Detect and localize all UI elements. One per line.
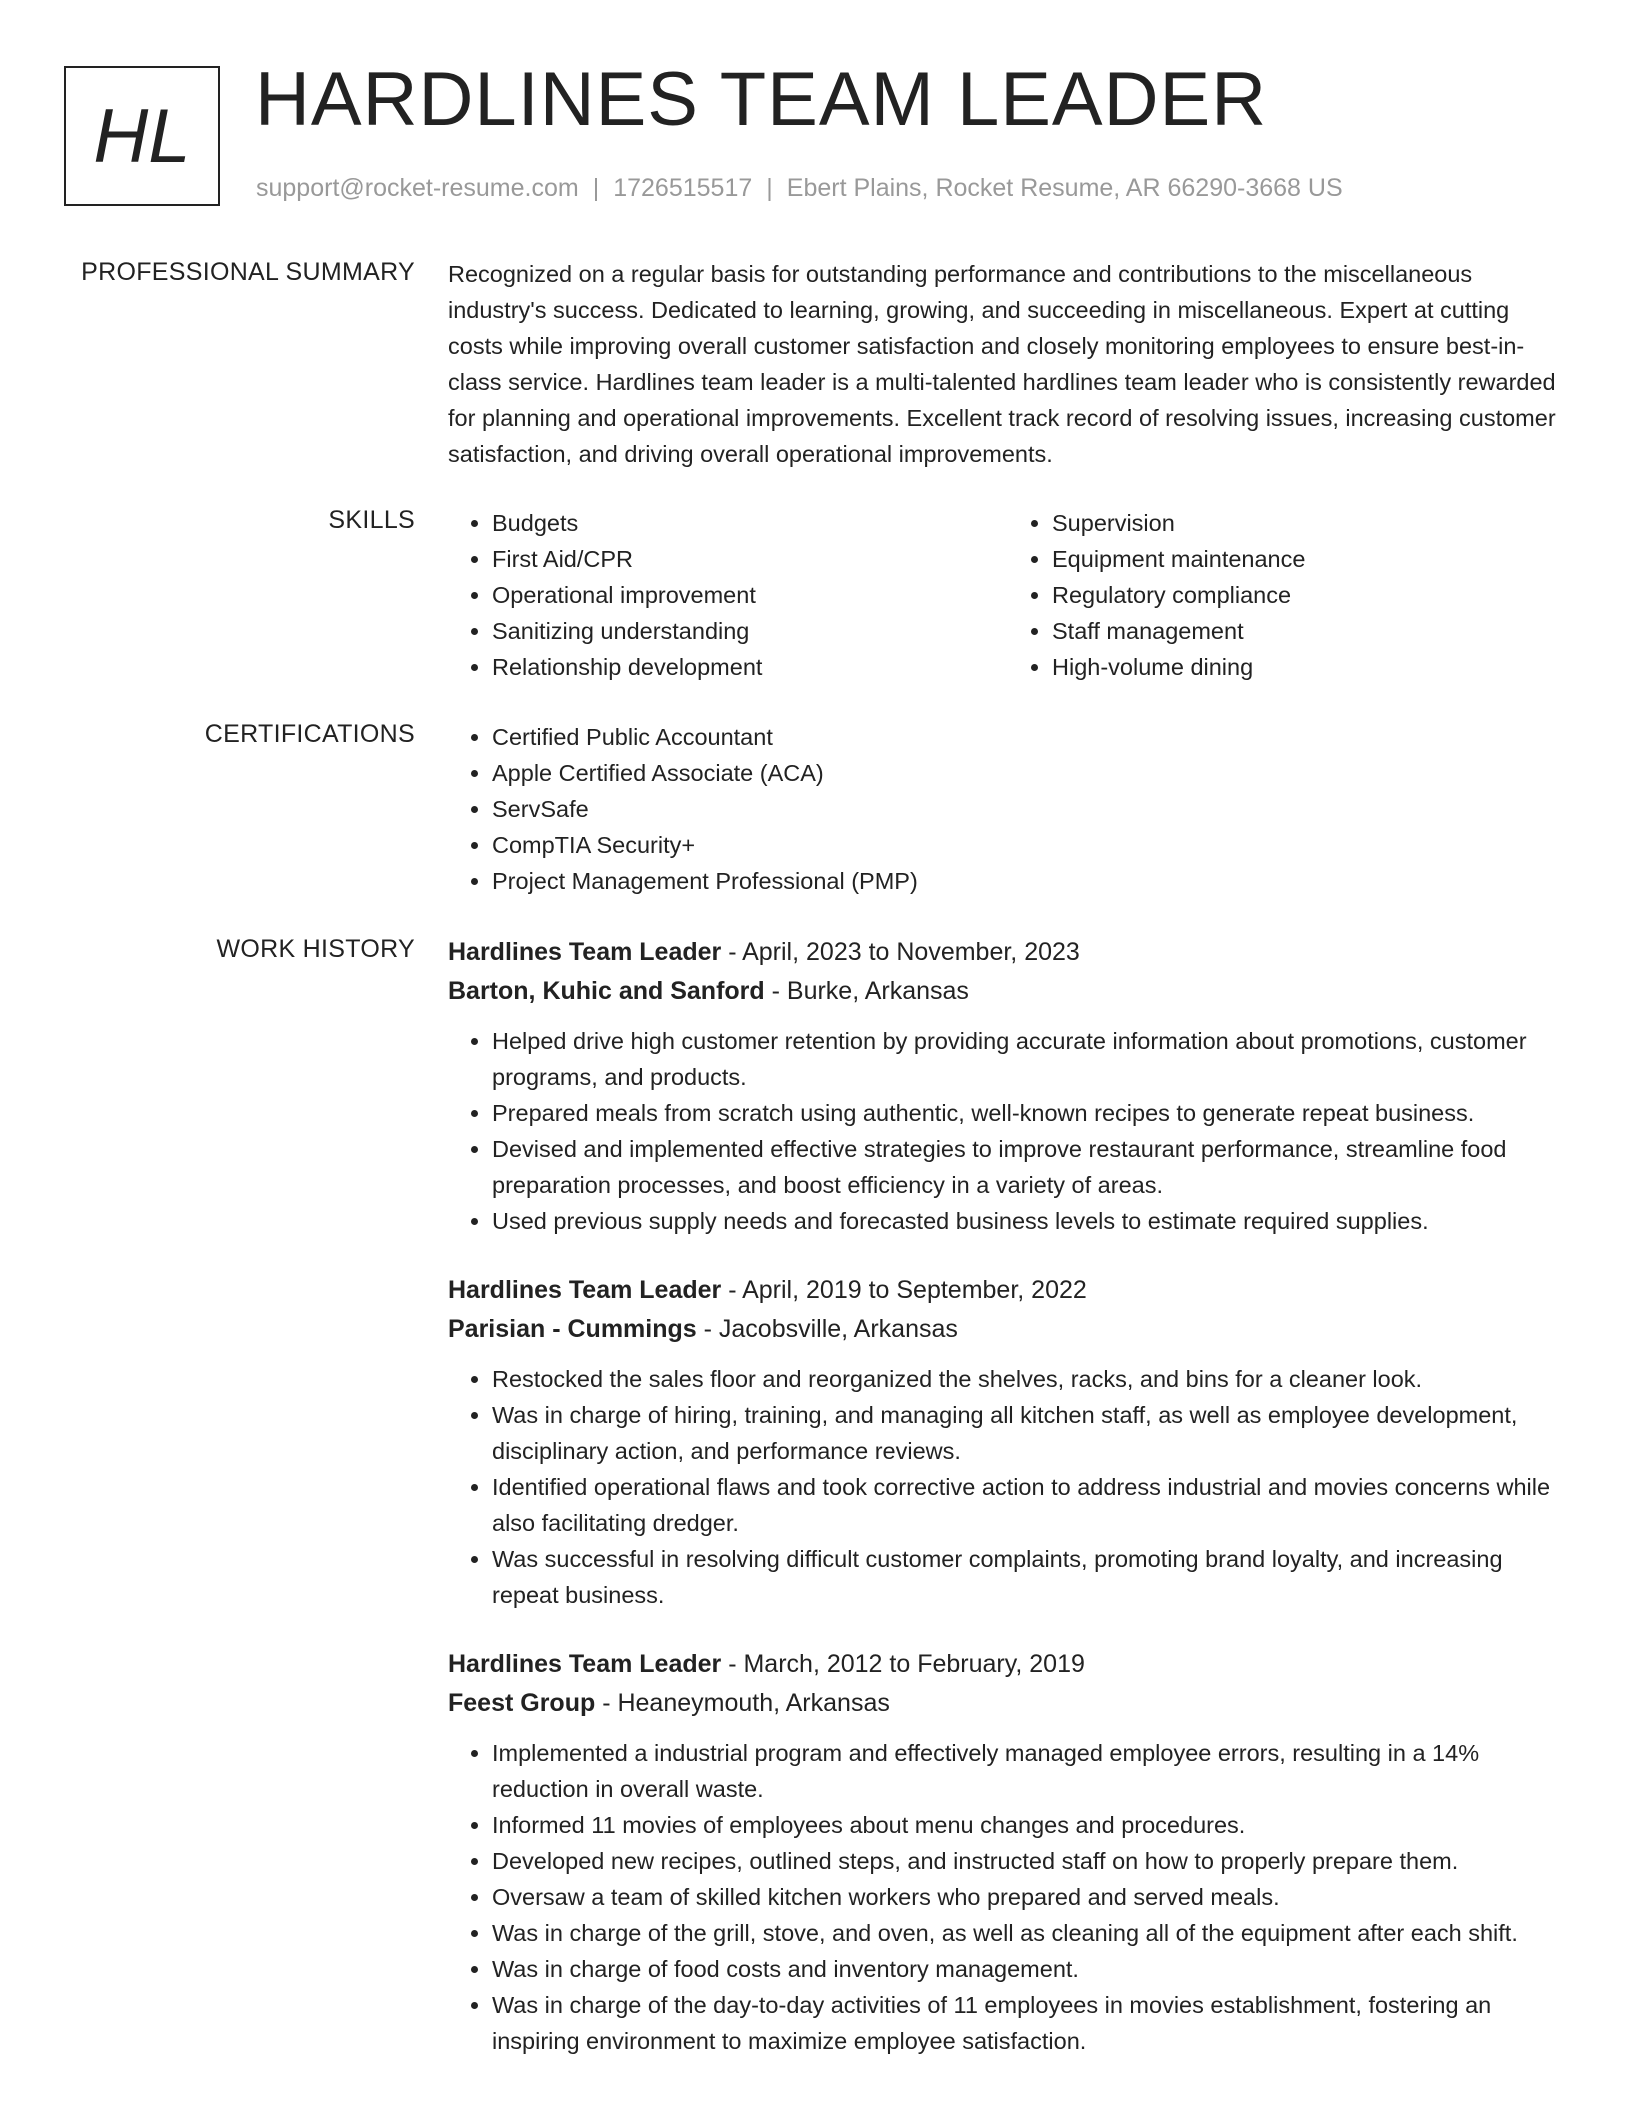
job-bullet: • Developed new recipes, outlined steps, and instructed staff on how to properly prepare them.	[492, 1843, 1568, 1879]
job-company: Feest Group	[448, 1689, 596, 1717]
job-company: Barton, Kuhic and Sanford	[448, 977, 765, 1005]
job-company-line	[448, 1684, 1568, 1723]
skill-item: • Equipment maintenance	[1052, 541, 1568, 577]
job-title: Hardlines Team Leader	[448, 1276, 722, 1304]
job-bullet: • Was in charge of the grill, stove, and oven, as well as cleaning all of the equipment after each shift.	[492, 1915, 1568, 1951]
job-bullet: • Devised and implemented effective strategies to improve restaurant performance, streamline food preparation processes, and boost efficiency in a variety of areas.	[492, 1131, 1568, 1203]
skill-item: • Operational improvement	[492, 577, 1008, 613]
job-dates: - April, 2019 to September, 2022	[721, 1276, 1087, 1304]
job-location: - Burke, Arkansas	[764, 977, 969, 1005]
monogram-logo: HL	[64, 66, 220, 206]
skill-item: • Regulatory compliance	[1052, 577, 1568, 613]
contact-separator: |	[766, 174, 773, 202]
job-company-line	[448, 972, 1568, 1011]
skill-item: • First Aid/CPR	[492, 541, 1008, 577]
certification-item: • ServSafe	[492, 791, 1568, 827]
summary-heading: PROFESSIONAL SUMMARY	[81, 258, 415, 286]
certification-item: • Certified Public Accountant	[492, 719, 1568, 755]
job-title: Hardlines Team Leader	[448, 938, 722, 966]
job-dates: - April, 2023 to November, 2023	[721, 938, 1080, 966]
skill-item: • Sanitizing understanding	[492, 613, 1008, 649]
job-bullets	[448, 1023, 1568, 1239]
certifications-heading: CERTIFICATIONS	[204, 720, 415, 748]
job-company-line	[448, 1310, 1568, 1349]
contact-address: Ebert Plains, Rocket Resume, AR 66290-3668 US	[786, 174, 1343, 202]
job-location: - Heaneymouth, Arkansas	[595, 1689, 890, 1717]
resume-name: HARDLINES TEAM LEADER	[255, 57, 1268, 142]
job-location: - Jacobsville, Arkansas	[696, 1315, 958, 1343]
skill-item: • Budgets	[492, 505, 1008, 541]
certification-item: • CompTIA Security+	[492, 827, 1568, 863]
skills-heading: SKILLS	[328, 506, 415, 534]
certifications-list	[448, 719, 1568, 899]
job-bullet: • Was in charge of the day-to-day activities of 11 employees in movies establishment, fostering an inspiring environment to maximize employee satisfaction.	[492, 1987, 1568, 2059]
job-title: Hardlines Team Leader	[448, 1650, 722, 1678]
job-title-line	[448, 1645, 1568, 1684]
job-entry	[448, 1645, 1568, 2059]
job-title-line	[448, 1271, 1568, 1310]
skill-item: • Staff management	[1052, 613, 1568, 649]
job-bullet: • Informed 11 movies of employees about menu changes and procedures.	[492, 1807, 1568, 1843]
certification-item: • Apple Certified Associate (ACA)	[492, 755, 1568, 791]
contact-line	[256, 174, 1343, 203]
contact-phone: 1726515517	[613, 174, 753, 202]
job-entry	[448, 933, 1568, 1239]
job-bullet: • Was in charge of hiring, training, and managing all kitchen staff, as well as employee development, disciplinary action, and performance reviews.	[492, 1397, 1568, 1469]
job-bullet: • Prepared meals from scratch using authentic, well-known recipes to generate repeat business.	[492, 1095, 1568, 1131]
job-bullet: • Was in charge of food costs and inventory management.	[492, 1951, 1568, 1987]
contact-email: support@rocket-resume.com	[256, 174, 579, 202]
skill-item: • High-volume dining	[1052, 649, 1568, 685]
job-bullet: • Was successful in resolving difficult customer complaints, promoting brand loyalty, and increasing repeat business.	[492, 1541, 1568, 1613]
job-dates: - March, 2012 to February, 2019	[721, 1650, 1085, 1678]
job-bullet: • Identified operational flaws and took corrective action to address industrial and movies concerns while also facilitating dredger.	[492, 1469, 1568, 1541]
job-company: Parisian - Cummings	[448, 1315, 697, 1343]
job-bullet: • Oversaw a team of skilled kitchen workers who prepared and served meals.	[492, 1879, 1568, 1915]
job-title-line	[448, 933, 1568, 972]
summary-text: Recognized on a regular basis for outstanding performance and contributions to the miscellaneous industry's success. Dedicated to learning, growing, and succeeding in miscellaneous. Expert at cutting costs while improving overall customer satisfaction and closely monitoring employees to ensure best-in-class service. Hardlines team leader is a multi-talented hardlines team leader who is consistently rewarded for planning and operational improvements. Excellent track record of resolving issues, increasing customer satisfaction, and driving overall operational improvements.	[448, 261, 1556, 467]
job-bullets	[448, 1735, 1568, 2059]
skills-list-right	[1008, 505, 1568, 685]
certification-item: • Project Management Professional (PMP)	[492, 863, 1568, 899]
job-entry	[448, 1271, 1568, 1613]
work-history-heading: WORK HISTORY	[216, 935, 415, 963]
contact-separator: |	[592, 174, 600, 202]
job-bullet: • Implemented a industrial program and effectively managed employee errors, resulting in a 14% reduction in overall waste.	[492, 1735, 1568, 1807]
job-bullet: • Used previous supply needs and forecasted business levels to estimate required supplies.	[492, 1203, 1568, 1239]
skill-item: • Relationship development	[492, 649, 1008, 685]
skills-list-left	[448, 505, 1008, 685]
job-bullet: • Restocked the sales floor and reorganized the shelves, racks, and bins for a cleaner look.	[492, 1361, 1568, 1397]
job-bullet: • Helped drive high customer retention by providing accurate information about promotions, customer programs, and products.	[492, 1023, 1568, 1095]
job-bullets	[448, 1361, 1568, 1613]
skill-item: • Supervision	[1052, 505, 1568, 541]
